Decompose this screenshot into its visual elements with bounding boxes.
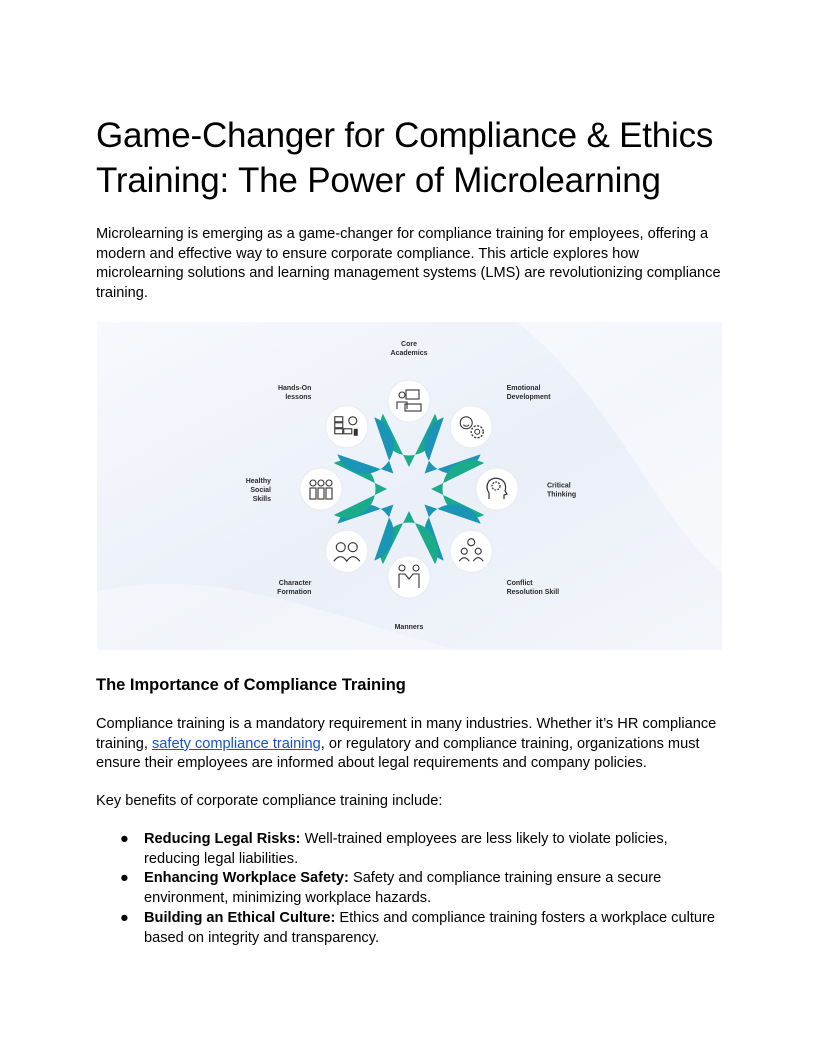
- paragraph-text: , or regulatory and compliance training, organizations must ensure their employees are informed about legal requirements and company policies.: [96, 735, 700, 772]
- benefit-text: Well-trained employees are less likely to violate policies, reducing legal liabilities.: [144, 831, 668, 867]
- benefits-list: [96, 830, 726, 948]
- emotions-gears-icon: [450, 406, 492, 448]
- petal-label: Emotional Development: [506, 384, 551, 401]
- petal-label: Healthy Social Skills: [245, 478, 271, 503]
- section-heading: The Importance of Compliance Training: [96, 676, 406, 694]
- building-blocks-icon: [326, 406, 368, 448]
- paragraph-text: Compliance training is a mandatory requirement in many industries. Whether it’s HR compliance training,: [96, 716, 717, 752]
- benefit-title: Building an Ethical Culture:: [144, 909, 336, 926]
- petal-label: Core Academics: [390, 341, 428, 357]
- benefit-title: Reducing Legal Risks:: [144, 831, 301, 847]
- list-item: [96, 830, 726, 869]
- teacher-board-icon: [388, 380, 430, 422]
- petal-label: Character Formation: [277, 580, 312, 597]
- handshake-icon: [388, 556, 430, 598]
- benefit-title: Enhancing Workplace Safety:: [144, 870, 349, 887]
- petal-label: Hands-On lessons: [277, 384, 312, 401]
- importance-paragraph: [96, 715, 726, 774]
- safety-compliance-training-link[interactable]: safety compliance training: [151, 735, 321, 752]
- page-title: Game-Changer for Compliance & Ethics Training: The Power of Microlearning: [96, 116, 714, 200]
- bullet-icon: ●: [120, 831, 129, 847]
- head-gear-icon: [476, 468, 518, 510]
- list-item: [96, 869, 726, 908]
- petal-label: Critical Thinking: [547, 482, 577, 499]
- intro-paragraph: Microlearning is emerging as a game-changer for compliance training for employees, offering a modern and effective way to ensure corporate compliance. This article explores how microlearning solutions and learning management systems (LMS) are revolutionizing compliance training.: [96, 226, 721, 302]
- benefit-text: Safety and compliance training ensure a secure environment, minimizing workplace hazards.: [144, 870, 662, 907]
- petal-label: Conflict Resolution Skill: [506, 580, 560, 597]
- petal-label: Manners: [394, 624, 424, 631]
- skills-petal-diagram: [97, 322, 722, 650]
- list-item: [96, 909, 726, 948]
- two-people-icon: [326, 530, 368, 572]
- bullet-icon: ●: [120, 909, 129, 926]
- group-icon: [300, 468, 342, 510]
- benefits-intro: Key benefits of corporate compliance training include:: [96, 793, 443, 809]
- benefit-text: Ethics and compliance training fosters a workplace culture based on integrity and transparency.: [144, 909, 715, 946]
- people-idea-icon: [450, 530, 492, 572]
- bullet-icon: ●: [120, 870, 129, 887]
- skills-diagram-figure: [97, 322, 722, 650]
